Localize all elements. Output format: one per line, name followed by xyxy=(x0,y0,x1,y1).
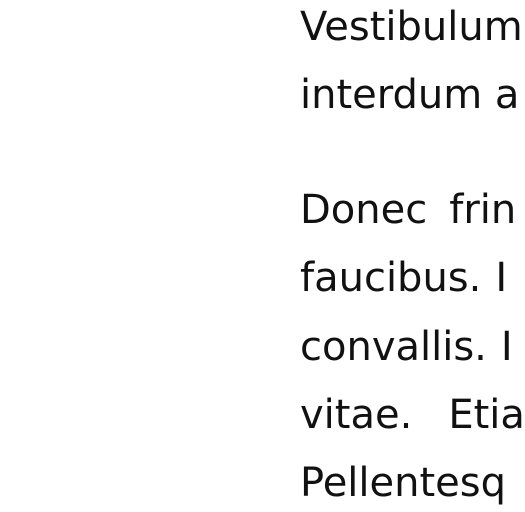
paragraph-1-line-2 xyxy=(300,72,520,118)
text-fragment: I xyxy=(500,324,513,370)
text-fragment: Donec xyxy=(300,187,428,233)
paragraph-2-line-2 xyxy=(300,255,508,301)
text-fragment: I xyxy=(495,255,508,301)
paragraph-2-line-4 xyxy=(300,392,525,438)
paragraph-2-line-3 xyxy=(300,324,513,370)
text-column xyxy=(300,0,525,512)
text-fragment: vitae. xyxy=(300,392,413,438)
text-fragment: interdum a xyxy=(300,72,520,118)
text-fragment: convallis. xyxy=(300,324,487,370)
text-fragment: Vestibulum xyxy=(300,4,523,50)
text-fragment: Pellentesq xyxy=(300,460,507,506)
text-fragment: frin xyxy=(449,187,517,233)
paragraph-1-line-1 xyxy=(300,4,523,50)
text-fragment: faucibus. xyxy=(300,255,482,301)
paragraph-2-line-5 xyxy=(300,460,507,506)
paragraph-2-line-1 xyxy=(300,187,517,233)
text-fragment: Etia xyxy=(448,392,525,438)
